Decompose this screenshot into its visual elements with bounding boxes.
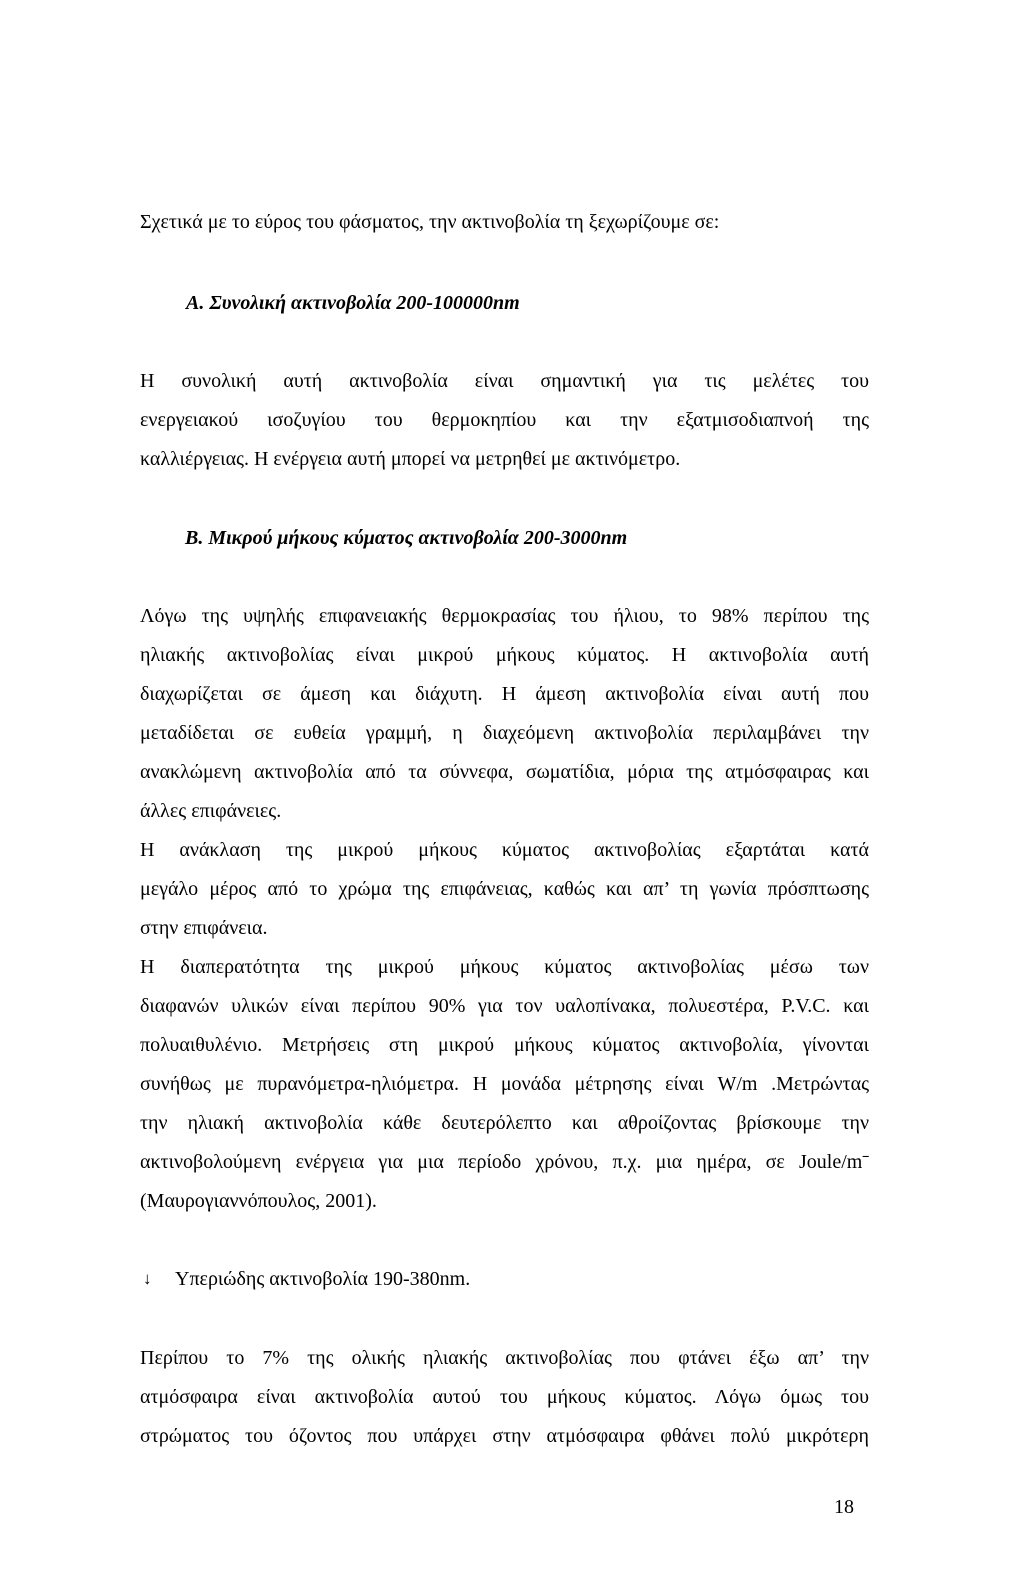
closing-line: ατμόσφαιρα είναι ακτινοβολία αυτού του μήκους κύματος. Λόγω όμως του <box>140 1386 869 1408</box>
section-b-line: Λόγω της υψηλής επιφανειακής θερμοκρασίας του ήλιου, το 98% περίπου της <box>140 605 869 627</box>
arrow-down-icon: ↓ <box>143 1269 152 1288</box>
section-a-line: καλλιέργειας. Η ενέργεια αυτή μπορεί να μετρηθεί με ακτινόμετρο. <box>140 448 681 470</box>
bullet-text: Υπεριώδης ακτινοβολία 190-380nm. <box>175 1268 471 1290</box>
section-b-line: (Μαυρογιαννόπουλος, 2001). <box>140 1190 377 1212</box>
section-a-line: Η συνολική αυτή ακτινοβολία είναι σημαντική για τις μελέτες του <box>140 370 869 392</box>
page-number: 18 <box>834 1496 854 1518</box>
section-b-line: διαφανών υλικών είναι περίπου 90% για τον υαλοπίνακα, πολυεστέρα, P.V.C. και <box>140 995 869 1017</box>
section-b-line: ανακλώμενη ακτινοβολία από τα σύννεφα, σωματίδια, μόρια της ατμόσφαιρας και <box>140 761 869 783</box>
closing-line: Περίπου το 7% της ολικής ηλιακής ακτινοβολίας που φτάνει έξω απ’ την <box>140 1347 869 1369</box>
section-b-line: διαχωρίζεται σε άμεση και διάχυτη. Η άμεση ακτινοβολία είναι αυτή που <box>140 683 869 705</box>
section-b-line: μεγάλο μέρος από το χρώμα της επιφάνειας, καθώς και απ’ τη γωνία πρόσπτωσης <box>140 878 869 900</box>
section-b-line: συνήθως με πυρανόμετρα-ηλιόμετρα. Η μονάδα μέτρησης είναι W/m .Μετρώντας <box>140 1073 869 1095</box>
section-b-line: πολυαιθυλένιο. Μετρήσεις στη μικρού μήκους κύματος ακτινοβολία, γίνονται <box>140 1034 869 1056</box>
section-a-heading: Α. Συνολική ακτινοβολία 200-100000nm <box>186 292 520 314</box>
section-b-line: Η ανάκλαση της μικρού μήκους κύματος ακτινοβολίας εξαρτάται κατά <box>140 839 869 861</box>
section-b-line: ηλιακής ακτινοβολίας είναι μικρού μήκους κύματος. Η ακτινοβολία αυτή <box>140 644 869 666</box>
section-b-line: άλλες επιφάνειες. <box>140 800 282 822</box>
section-b-line: την ηλιακή ακτινοβολία κάθε δευτερόλεπτο και αθροίζοντας βρίσκουμε την <box>140 1112 869 1134</box>
section-b-line: στην επιφάνεια. <box>140 917 268 939</box>
closing-line: στρώματος του όζοντος που υπάρχει στην ατμόσφαιρα φθάνει πολύ μικρότερη <box>140 1425 869 1447</box>
section-b-line: ακτινοβολούμενη ενέργεια για μια περίοδο χρόνου, π.χ. μια ημέρα, σε Joule/mˉ <box>140 1151 869 1173</box>
section-b-heading: Β. Μικρού μήκους κύματος ακτινοβολία 200-3000nm <box>185 527 628 549</box>
section-b-line: Η διαπερατότητα της μικρού μήκους κύματος ακτινοβολίας μέσω των <box>140 956 869 978</box>
section-b-line: μεταδίδεται σε ευθεία γραμμή, η διαχεόμενη ακτινοβολία περιλαμβάνει την <box>140 722 869 744</box>
section-a-line: ενεργειακού ισοζυγίου του θερμοκηπίου και την εξατμισοδιαπνοή της <box>140 409 869 431</box>
intro-text: Σχετικά με το εύρος του φάσματος, την ακτινοβολία τη ξεχωρίζουμε σε: <box>140 211 720 233</box>
